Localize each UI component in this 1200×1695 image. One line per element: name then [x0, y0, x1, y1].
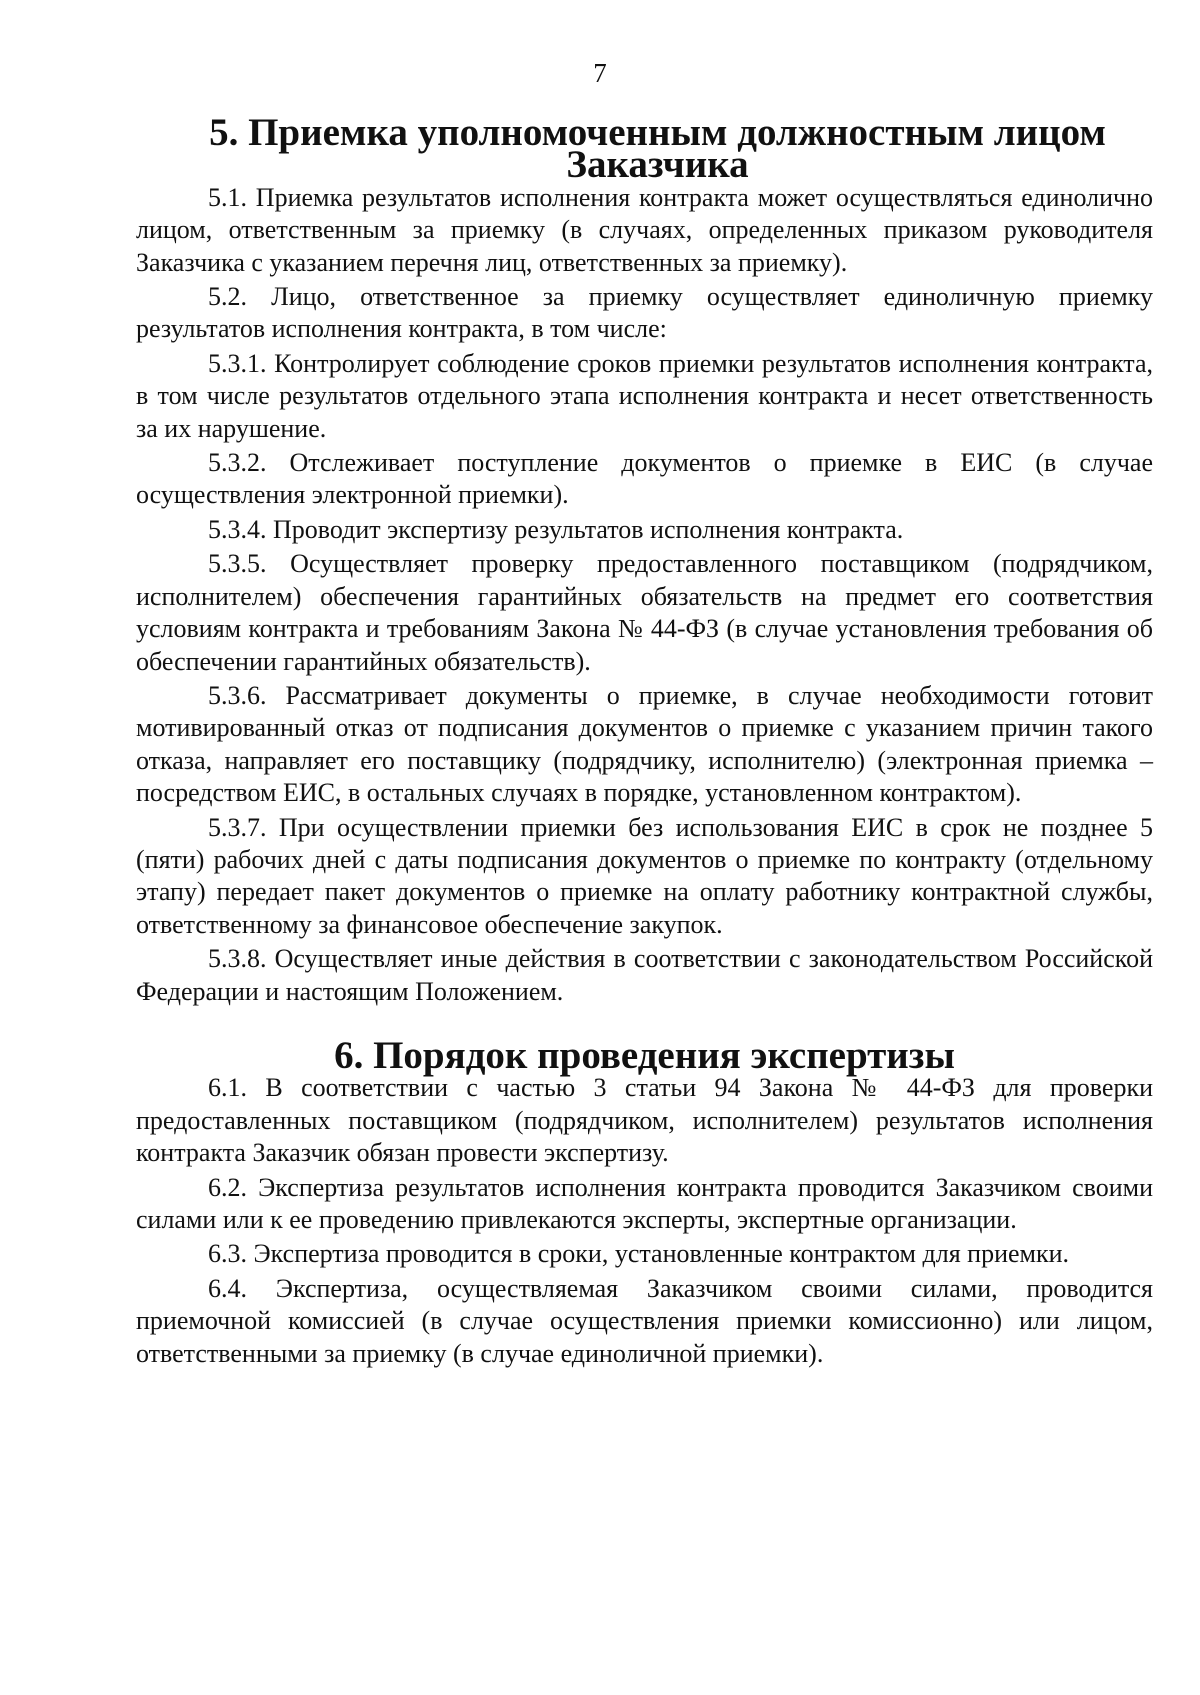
paragraph-6-4: 6.4. Экспертиза, осуществляемая Заказчиком своими силами, проводится приемочной комиссией (в случае осуществления приемки комиссионно) или лицом, ответственными за приемку (в случае единоличной приемки). [136, 1273, 1153, 1368]
page-number: 7 [593, 58, 607, 88]
paragraph-5-1: 5.1. Приемка результатов исполнения контракта может осуществляться единолично лицом, ответственным за приемку (в случаях, определенных приказом руководителя Заказчика с указанием перечня лиц, ответственных за приемку). [136, 182, 1153, 277]
paragraph-5-3-5: 5.3.5. Осуществляет проверку предоставленного поставщиком (подрядчиком, исполнителем) обеспечения гарантийных обязательств на предмет его соответствия условиям контракта и требованиям Закона № 44-ФЗ (в случае установления требования об обеспечении гарантийных обязательств). [136, 549, 1153, 676]
paragraph-5-3-4: 5.3.4. Проводит экспертизу результатов исполнения контракта. [208, 514, 904, 544]
paragraph-5-3-6: 5.3.6. Рассматривает документы о приемке, в случае необходимости готовит мотивированный отказ от подписания документов о приемке с указанием причин такого отказа, направляет его поставщику (подрядчику, исполнителю) (электронная приемка – посредством ЕИС, в остальных случаях в порядке, установленном контрактом). [136, 680, 1153, 808]
paragraph-6-3: 6.3. Экспертиза проводится в сроки, установленные контрактом для приемки. [208, 1239, 1070, 1269]
paragraph-6-1: 6.1. В соответствии с частью 3 статьи 94 Закона № 44-ФЗ для проверки предоставленных поставщиком (подрядчиком, исполнителем) результатов исполнения контракта Заказчик обязан провести экспертизу. [136, 1073, 1153, 1168]
paragraph-5-3-2: 5.3.2. Отслеживает поступление документов о приемке в ЕИС (в случае осуществления электронной приемки). [136, 448, 1153, 510]
paragraph-5-3-7: 5.3.7. При осуществлении приемки без использования ЕИС в срок не позднее 5 (пяти) рабочих дней с даты подписания документов о приемке по контракту (отдельному этапу) передает пакет документов о приемке на оплату работнику контрактной службы, ответственному за финансовое обеспечение закупок. [136, 812, 1153, 939]
section-5-title: 5. Приемка уполномоченным должностным лицом Заказчика [209, 111, 1106, 187]
paragraph-5-3-1: 5.3.1. Контролирует соблюдение сроков приемки результатов исполнения контракта, в том числе результатов отдельного этапа исполнения контракта и несет ответственность за их нарушение. [136, 348, 1153, 443]
paragraph-5-2: 5.2. Лицо, ответственное за приемку осуществляет единоличную приемку результатов исполнения контракта, в том числе: [136, 282, 1153, 344]
section-6-title: 6. Порядок проведения экспертизы [334, 1033, 955, 1077]
paragraph-6-2: 6.2. Экспертиза результатов исполнения контракта проводится Заказчиком своими силами или к ее проведению привлекаются эксперты, экспертные организации. [136, 1172, 1153, 1234]
paragraph-5-3-8: 5.3.8. Осуществляет иные действия в соответствии с законодательством Российской Федерации и настоящим Положением. [136, 944, 1153, 1006]
document-body [136, 111, 1153, 1370]
